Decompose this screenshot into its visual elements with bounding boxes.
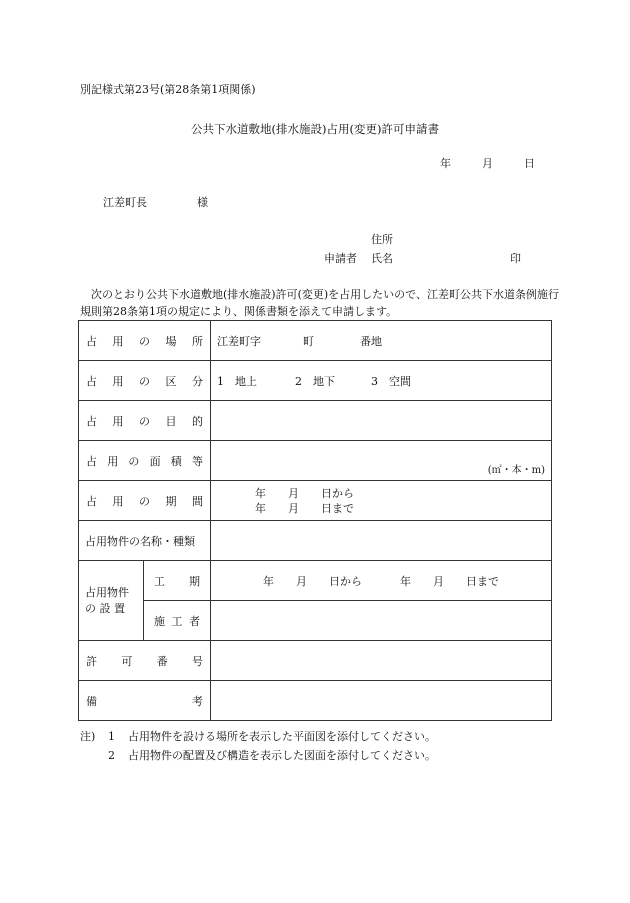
purpose-label-char: 占 [86, 414, 97, 428]
location-label-char: の [139, 334, 150, 348]
location-field[interactable] [211, 321, 552, 361]
setting-label-line-2: の 設 置 [85, 601, 125, 615]
date-day: 日 [524, 157, 535, 170]
area-label [79, 441, 211, 481]
permit-field[interactable] [211, 641, 552, 681]
category-label [79, 361, 211, 401]
construction-to: 年 月 日まで [400, 574, 499, 588]
area-label-char: の [128, 454, 140, 468]
period-label-char: 間 [192, 494, 203, 508]
purpose-label-char: 的 [192, 414, 203, 428]
location-machi: 町 [303, 334, 314, 348]
remarks-label [79, 681, 211, 721]
permit-label-char: 可 [121, 654, 133, 668]
notes [80, 727, 436, 765]
period-label [79, 481, 211, 521]
table-row [79, 561, 552, 601]
table-row [79, 321, 552, 361]
object-label: 占用物件の名称・種類 [79, 521, 211, 561]
construction-label-char: 期 [189, 574, 200, 588]
permit-label-char: 号 [191, 654, 203, 668]
area-field[interactable] [211, 441, 552, 481]
category-label-char: の [139, 374, 150, 388]
purpose-field[interactable] [211, 401, 552, 441]
table-row [79, 481, 552, 521]
document-title: 公共下水道敷地(排水施設)占用(変更)許可申請書 [191, 122, 439, 136]
construction-field[interactable] [211, 561, 552, 601]
remarks-label-char: 備 [86, 694, 97, 708]
area-unit: (㎡・本・m) [487, 465, 545, 476]
category-option-1[interactable]: 1 地上 [217, 374, 257, 388]
note-number: 1 [108, 730, 115, 743]
date-line [440, 155, 535, 171]
contractor-field[interactable] [211, 601, 552, 641]
purpose-label-char: の [139, 414, 150, 428]
category-option-2[interactable]: 2 地下 [295, 374, 335, 388]
location-banchi: 番地 [360, 334, 382, 348]
date-month: 月 [482, 157, 493, 170]
purpose-label-char: 目 [165, 414, 177, 428]
name-label: 氏名 [371, 252, 393, 265]
period-label-char: の [139, 494, 150, 508]
construction-from: 年 月 日から [263, 574, 362, 588]
period-label-char: 占 [86, 494, 97, 508]
period-field[interactable] [211, 481, 552, 521]
contractor-label-char: 施 [154, 614, 165, 628]
period-from: 年 月 日から [255, 486, 354, 500]
area-label-char: 用 [107, 454, 119, 468]
remarks-label-char: 考 [192, 694, 203, 708]
setting-label-line-1: 占用物件 [85, 585, 129, 599]
applicant-label: 申請者 [324, 252, 357, 265]
contractor-label-char: 者 [189, 614, 200, 628]
category-label-char: 区 [165, 374, 177, 388]
area-label-char: 面 [149, 454, 161, 468]
location-label-char: 占 [86, 334, 97, 348]
category-label-char: 分 [192, 374, 203, 388]
area-label-char: 占 [86, 454, 97, 468]
seal-label: 印 [510, 252, 521, 265]
construction-label-char: 工 [154, 574, 165, 588]
category-field[interactable] [211, 361, 552, 401]
addressee-name: 江差町長 [103, 196, 147, 209]
intro-text: 次のとおり公共下水道敷地(排水施設)許可(変更)を占用したいので、江差町公共下水道条例施行規則第28条第1項の規定により、関係書類を添えて申請します。 [80, 288, 559, 318]
contractor-label [144, 601, 211, 641]
table-row [79, 441, 552, 481]
location-label-char: 所 [192, 334, 203, 348]
table-row [79, 681, 552, 721]
table-row [79, 401, 552, 441]
table-row [79, 521, 552, 561]
table-row [79, 641, 552, 681]
location-label-char: 場 [165, 334, 177, 348]
area-label-char: 等 [191, 454, 203, 468]
date-year: 年 [440, 157, 451, 170]
location-label-char: 用 [112, 334, 124, 348]
note-item [80, 746, 436, 765]
note-text: 占用物件を設ける場所を表示した平面図を添付してください。 [128, 730, 436, 743]
notes-prefix: 注) [80, 730, 96, 743]
note-number: 2 [108, 749, 115, 762]
contractor-label-char: 工 [171, 614, 183, 628]
category-option-3[interactable]: 3 空間 [371, 374, 411, 388]
permit-label-char: 許 [86, 654, 97, 668]
permit-label-char: 番 [156, 654, 168, 668]
purpose-label [79, 401, 211, 441]
period-label-char: 期 [165, 494, 177, 508]
table-row [79, 361, 552, 401]
form-number: 別記様式第23号(第28条第1項関係) [80, 83, 256, 96]
address-label: 住所 [371, 233, 393, 246]
purpose-label-char: 用 [112, 414, 124, 428]
location-label [79, 321, 211, 361]
addressee-honorific: 様 [197, 196, 208, 209]
object-field[interactable] [211, 521, 552, 561]
area-label-char: 積 [170, 454, 182, 468]
location-town: 江差町字 [217, 334, 261, 348]
period-label-char: 用 [112, 494, 124, 508]
permit-label [79, 641, 211, 681]
category-label-char: 占 [86, 374, 97, 388]
period-to: 年 月 日まで [255, 501, 354, 515]
category-label-char: 用 [112, 374, 124, 388]
note-text: 占用物件の配置及び構造を表示した図面を添付してください。 [128, 749, 436, 762]
addressee [103, 194, 208, 210]
application-table [78, 320, 552, 721]
construction-label [144, 561, 211, 601]
remarks-field[interactable] [211, 681, 552, 721]
table-row [79, 601, 552, 641]
setting-label [79, 561, 144, 641]
note-item [80, 727, 436, 746]
